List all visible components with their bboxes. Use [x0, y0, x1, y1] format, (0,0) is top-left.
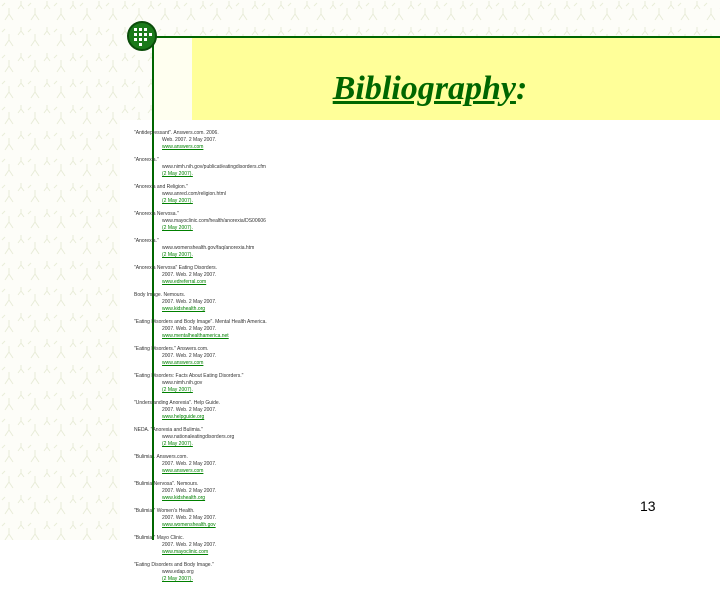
entry-link[interactable]: (2 May 2007). [162, 576, 193, 582]
entry-title: "Antidepressant". Answers.com. 2006. [134, 130, 219, 136]
entry-title: "Bulimia Nervosa". Nemours. [134, 481, 199, 487]
bibliography-entry [134, 427, 604, 448]
bibliography-entry [134, 319, 604, 340]
entry-detail: www.nimh.nih.gov [162, 380, 203, 386]
entry-detail: www.womenshealth.gov/faq/anorexia.htm [162, 245, 255, 251]
entry-title: "Anorexia Nervosa" Eating Disorders. [134, 265, 218, 271]
horizontal-rule [152, 36, 720, 38]
entry-link[interactable]: www.answers.com [162, 144, 204, 150]
entry-detail: www.nimh.nih.gov/publicat/eatingdisorders.cfm [162, 164, 266, 170]
entry-detail: www.edap.org [162, 569, 194, 575]
entry-link[interactable]: www.answers.com [162, 468, 204, 474]
entry-detail: www.nationaleatingdisorders.org [162, 434, 235, 440]
entry-title: "Bulimia." Women's Health. [134, 508, 195, 514]
bibliography-entry [134, 346, 604, 367]
entry-title: "Anorexia." [134, 238, 159, 244]
page-title [270, 72, 590, 106]
globe-icon [122, 16, 162, 56]
entry-link[interactable]: www.mayoclinic.com [162, 549, 209, 555]
bibliography-entry [134, 535, 604, 556]
entry-title: "Anorexia and Religion." [134, 184, 188, 190]
entry-detail: 2007. Web. 2 May 2007. [162, 272, 217, 278]
entry-title: "Eating Disorders: Facts About Eating Disorders." [134, 373, 244, 379]
entry-detail: 2007. Web. 2 May 2007. [162, 407, 217, 413]
bibliography-entry [134, 481, 604, 502]
entry-title: "Eating Disorders and Body Image". Mental Health America. [134, 319, 267, 325]
entry-detail: 2007. Web. 2 May 2007. [162, 299, 217, 305]
bibliography-entry [134, 265, 604, 286]
bibliography-entry [134, 454, 604, 475]
title-word: Bibliography [332, 70, 516, 107]
entry-link[interactable]: (2 May 2007). [162, 441, 193, 447]
entry-detail: www.mayoclinic.com/health/anorexia/DS00606 [162, 218, 266, 224]
entry-detail: Web. 2007. 2 May 2007. [162, 137, 217, 143]
title-colon: : [515, 70, 528, 107]
entry-title: "Bulimia." Mayo Clinic. [134, 535, 184, 541]
bibliography-entry [134, 238, 604, 259]
bibliography-entry [134, 130, 604, 151]
entry-title: Body Image. Nemours. [134, 292, 186, 298]
entry-link[interactable]: www.helpguide.org [162, 414, 205, 420]
page-number: 13 [640, 498, 656, 514]
entry-title: "Bulimia". Answers.com. [134, 454, 188, 460]
entry-detail: 2007. Web. 2 May 2007. [162, 461, 217, 467]
entry-title: "Eating Disorders and Body Image." [134, 562, 214, 568]
bibliography-entry [134, 157, 604, 178]
bibliography-entry [134, 562, 604, 583]
bibliography-entry [134, 508, 604, 529]
entry-link[interactable]: (2 May 2007). [162, 225, 193, 231]
entry-detail: 2007. Web. 2 May 2007. [162, 326, 217, 332]
entry-link[interactable]: (2 May 2007). [162, 387, 193, 393]
entry-detail: 2007. Web. 2 May 2007. [162, 353, 217, 359]
entry-title: "Anorexia." [134, 157, 159, 163]
bibliography-entry [134, 373, 604, 394]
bibliography-entry [134, 184, 604, 205]
bibliography-entry [134, 400, 604, 421]
entry-link[interactable]: www.kidshealth.org [162, 306, 206, 312]
entry-link[interactable]: www.answers.com [162, 360, 204, 366]
entry-link[interactable]: www.kidshealth.org [162, 495, 206, 501]
entry-link[interactable]: (2 May 2007). [162, 171, 193, 177]
entry-title: NEDA. "Anorexia and Bulimia." [134, 427, 203, 433]
entry-detail: 2007. Web. 2 May 2007. [162, 488, 217, 494]
entry-link[interactable]: www.edreferral.com [162, 279, 207, 285]
entry-link[interactable]: www.womenshealth.gov [162, 522, 216, 528]
entry-link[interactable]: www.mentalhealthamerica.net [162, 333, 229, 339]
entry-detail: www.anred.com/religion.html [162, 191, 226, 197]
entry-detail: 2007. Web. 2 May 2007. [162, 515, 217, 521]
bibliography-entry [134, 292, 604, 313]
bibliography-entry [134, 211, 604, 232]
entry-link[interactable]: (2 May 2007). [162, 198, 193, 204]
bibliography-list [134, 130, 604, 589]
entry-detail: 2007. Web. 2 May 2007. [162, 542, 217, 548]
entry-title: "Understanding Anorexia". Help Guide. [134, 400, 221, 406]
entry-title: "Anorexia Nervosa." [134, 211, 179, 217]
entry-link[interactable]: (2 May 2007). [162, 252, 193, 258]
entry-title: "Eating Disorders." Answers.com. [134, 346, 209, 352]
